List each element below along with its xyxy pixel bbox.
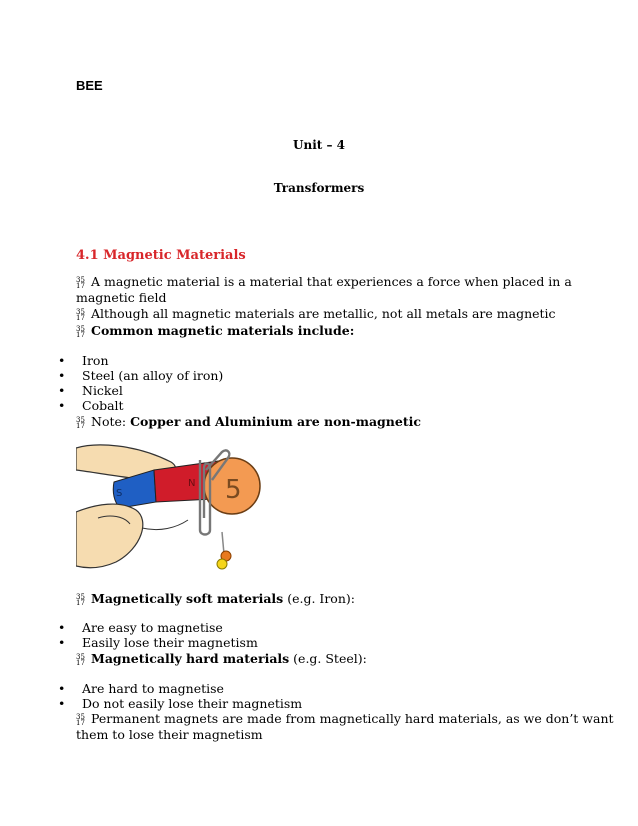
svg-text:5: 5 xyxy=(225,475,242,505)
section-heading: 4.1 Magnetic Materials xyxy=(76,248,246,263)
paragraph-permanent-magnets: 35 17 Permanent magnets are made from magnetically hard materials, as we don’t want xyxy=(76,711,614,727)
paragraph-permanent-magnets-cont: them to lose their magnetism xyxy=(76,727,263,742)
item-marker: 35 17 xyxy=(76,652,85,667)
north-pole-label: N xyxy=(188,478,196,489)
note-paragraph: 35 17 Note: Copper and Aluminium are non-magnetic xyxy=(76,414,421,430)
course-header: BEE xyxy=(76,78,103,93)
item-marker: 35 17 xyxy=(76,275,85,290)
item-marker: 35 17 xyxy=(76,415,85,430)
magnet-paperclip-illustration xyxy=(76,440,266,575)
unit-title: Unit – 4 xyxy=(293,138,345,152)
paragraph-metals: 35 17 Although all magnetic materials are metallic, not all metals are magnetic xyxy=(76,306,556,322)
south-pole-label: S xyxy=(116,488,123,499)
item-marker: 35 17 xyxy=(76,712,85,727)
item-marker: 35 17 xyxy=(76,307,85,322)
paragraph-definition: 35 17 A magnetic material is a material that experiences a force when placed in a xyxy=(76,274,572,290)
item-marker: 35 17 xyxy=(76,592,85,607)
paragraph-definition-cont: magnetic field xyxy=(76,290,167,305)
topic-title: Transformers xyxy=(273,181,365,195)
paragraph-common-materials: 35 17 Common magnetic materials include: xyxy=(76,323,355,339)
item-marker: 35 17 xyxy=(76,324,85,339)
soft-materials-heading: 35 17 Magnetically soft materials (e.g. Iron): xyxy=(76,591,355,607)
hard-materials-heading: 35 17 Magnetically hard materials (e.g. Steel): xyxy=(76,651,367,667)
document-page: BEE Unit – 4 Transformers 4.1 Magnetic Materials 35 17 A magnetic material is a material that experiences a force when placed in a magnetic field 35 17 Although all magnetic materials are metallic, not all metals are magnetic 35 17 Common magnetic materials include: • Iron • Steel (an alloy of iron) • Nickel • Cobalt 35 17 Note: Copper and Aluminium are non-magnetic 5 S N 35 17 Magnetically soft materials (e.g. Iron): • Are easy to magnetise • Easily lose their magnetism 35 17 Magnetically hard materials (e.g. Steel): • Are hard to magnetise • Do not easily lose their magnetism 35 17 Permanent magnets are made from magnetically hard materials, as we don’t want them to lose their magnetism xyxy=(0,0,638,826)
